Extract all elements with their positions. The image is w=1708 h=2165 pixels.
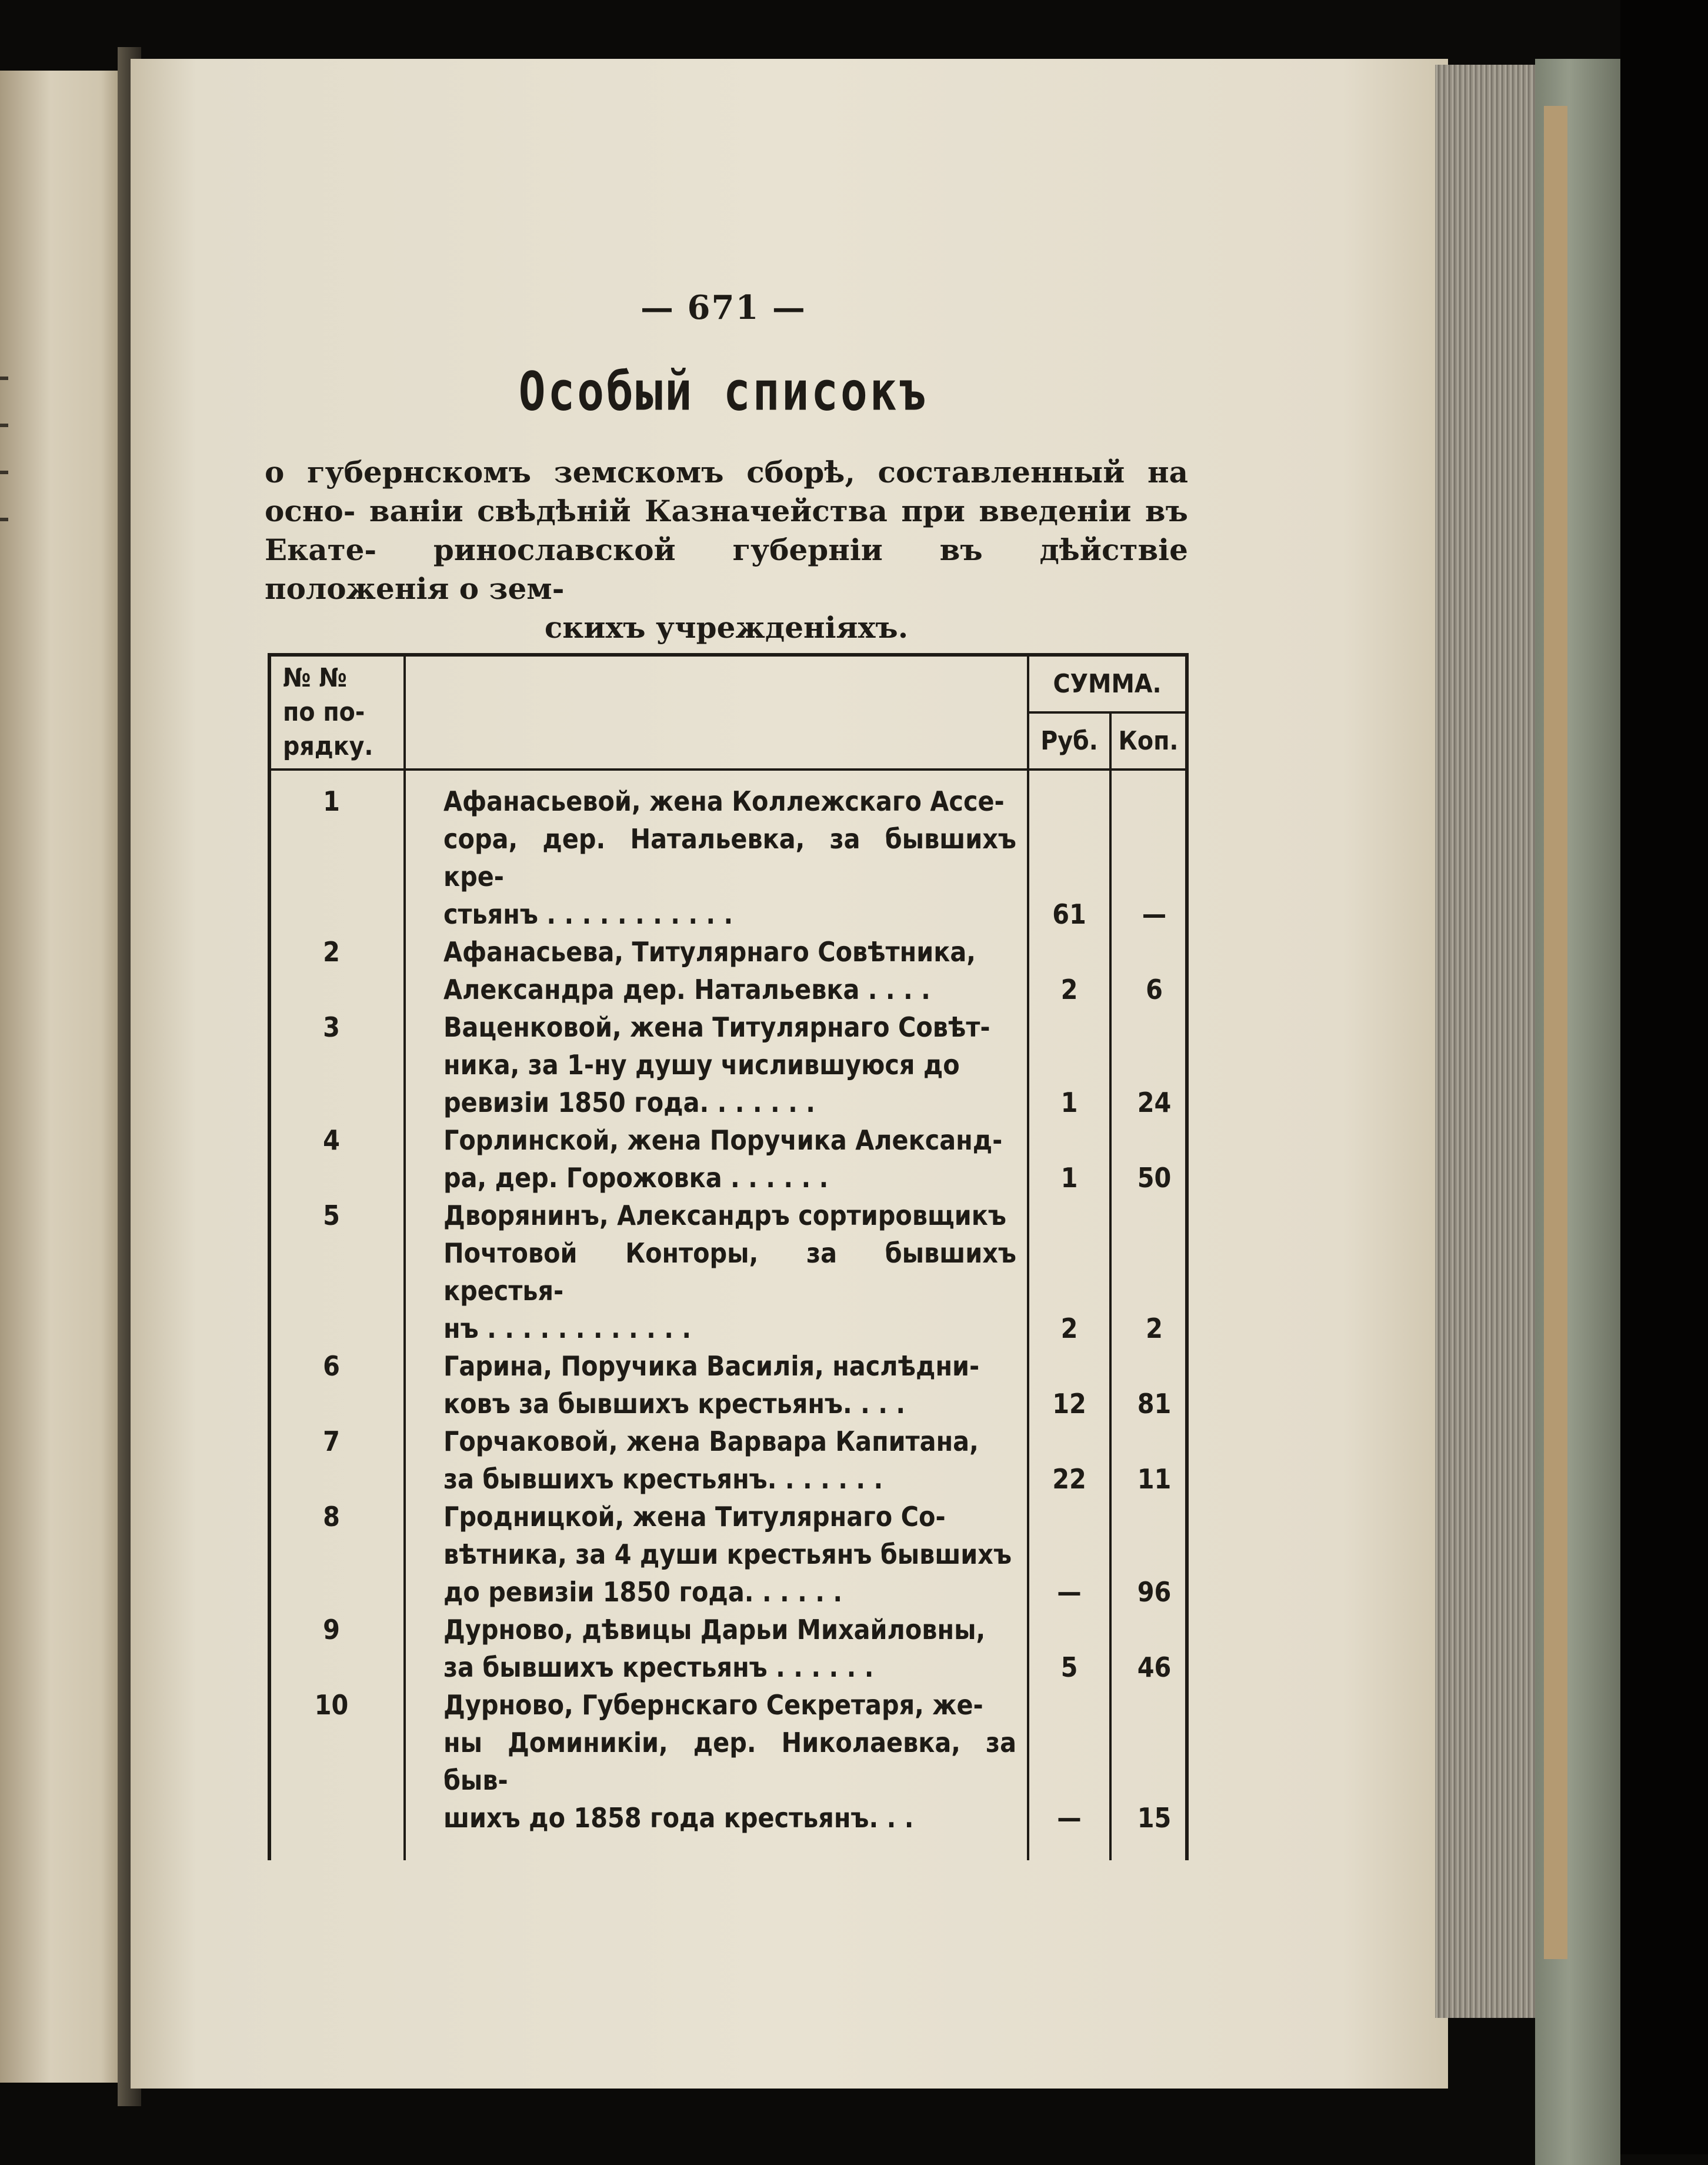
row-number: 5 [269, 1197, 405, 1347]
subtitle-line: ваніи свѣдѣній Казначейства при введеніи въ Екате- [265, 494, 1188, 567]
row-rubles: 61 [1028, 770, 1110, 933]
row-rubles: — [1028, 1498, 1110, 1611]
page-edges [1435, 65, 1541, 2018]
description-line: Дурново, Губернскаго Секретаря, же- [443, 1689, 983, 1721]
description-line: Дворянинъ, Александръ сортировщикъ [443, 1200, 1006, 1231]
row-description [405, 1498, 1028, 1611]
table-row [269, 1121, 1187, 1197]
row-rubles: 1 [1028, 1121, 1110, 1197]
row-number: 2 [269, 933, 405, 1008]
row-kopecks: 15 [1110, 1686, 1187, 1860]
description-line: Горлинской, жена Поручика Александ- [443, 1124, 1003, 1156]
description-line: Почтовой Конторы, за бывшихъ крестья- [443, 1237, 1016, 1307]
row-description [405, 1686, 1028, 1860]
subtitle-line: ринославской губерніи въ дѣйствіе положенія о зем- [265, 532, 1188, 606]
document-subtitle [265, 453, 1188, 647]
description-line: ревизіи 1850 года. . . . . . . [443, 1087, 815, 1118]
row-kopecks: 46 [1110, 1611, 1187, 1686]
row-rubles: 1 [1028, 1008, 1110, 1121]
table-row [269, 1008, 1187, 1121]
row-kopecks: 81 [1110, 1347, 1187, 1423]
subtitle-line: о губернскомъ земскомъ сборѣ, составленный на осно- [265, 455, 1188, 528]
row-description [405, 933, 1028, 1008]
document-title: Особый списокъ [518, 359, 929, 422]
description-line: Афанасьевой, жена Коллежскаго Ассе- [443, 785, 1005, 817]
row-rubles: 12 [1028, 1347, 1110, 1423]
description-line: Гродницкой, жена Титулярнаго Со- [443, 1501, 946, 1533]
table-row [269, 1498, 1187, 1611]
row-rubles: 22 [1028, 1423, 1110, 1498]
description-line: до ревизіи 1850 года. . . . . . [443, 1576, 843, 1608]
row-number: 9 [269, 1611, 405, 1686]
description-line: нъ . . . . . . . . . . . . [443, 1313, 692, 1344]
header-line: № № [283, 663, 348, 693]
header-sum: СУММА. [1028, 655, 1187, 712]
description-line: Ваценковой, жена Титулярнаго Совѣт- [443, 1011, 990, 1043]
row-kopecks: 50 [1110, 1121, 1187, 1197]
description-line: за бывшихъ крестьянъ. . . . . . . [443, 1463, 883, 1495]
row-kopecks: 2 [1110, 1197, 1187, 1347]
row-number: 8 [269, 1498, 405, 1611]
description-line: Гарина, Поручика Василія, наслѣдни- [443, 1350, 980, 1382]
header-kop: Коп. [1110, 712, 1187, 770]
description-line: Александра дер. Натальевка . . . . [443, 974, 930, 1005]
description-line: за бывшихъ крестьянъ . . . . . . [443, 1651, 874, 1683]
row-description [405, 1008, 1028, 1121]
description-line: сора, дер. Натальевка, за бывшихъ кре- [443, 823, 1016, 892]
row-description [405, 1423, 1028, 1498]
header-rub: Руб. [1028, 712, 1110, 770]
margin-mark [0, 377, 8, 380]
row-rubles: 2 [1028, 933, 1110, 1008]
table-row [269, 1347, 1187, 1423]
header-name [405, 655, 1028, 770]
description-line: шихъ до 1858 года крестьянъ. . . [443, 1802, 914, 1834]
row-number: 3 [269, 1008, 405, 1121]
row-description [405, 1121, 1028, 1197]
row-description [405, 770, 1028, 933]
row-number: 7 [269, 1423, 405, 1498]
table-row [269, 770, 1187, 933]
table-row [269, 1197, 1187, 1347]
table-row [269, 1686, 1187, 1860]
left-page-edge [0, 71, 126, 2083]
description-line: ковъ за бывшихъ крестьянъ. . . . [443, 1388, 906, 1420]
row-kopecks: 96 [1110, 1498, 1187, 1611]
row-description [405, 1611, 1028, 1686]
row-rubles: — [1028, 1686, 1110, 1860]
table-row [269, 933, 1187, 1008]
header-order-number [269, 655, 405, 770]
row-description [405, 1197, 1028, 1347]
row-rubles: 2 [1028, 1197, 1110, 1347]
cover-inner-edge [1544, 106, 1567, 1959]
subtitle-line: скихъ учрежденіяхъ. [544, 610, 909, 645]
background-strip [1620, 0, 1708, 2154]
description-line: ника, за 1-ну душу числившуюся до [443, 1049, 960, 1081]
table-row [269, 1611, 1187, 1686]
margin-mark [0, 518, 8, 521]
row-kopecks: 6 [1110, 933, 1187, 1008]
page-number: — 671 — [640, 288, 806, 327]
margin-mark [0, 471, 8, 474]
row-number: 6 [269, 1347, 405, 1423]
description-line: ра, дер. Горожовка . . . . . . [443, 1162, 829, 1194]
row-description [405, 1347, 1028, 1423]
row-rubles: 5 [1028, 1611, 1110, 1686]
description-line: стьянъ . . . . . . . . . . . [443, 898, 733, 930]
header-line: рядку. [283, 731, 373, 761]
tax-list-table [268, 653, 1189, 1860]
row-kopecks: — [1110, 770, 1187, 933]
description-line: Афанасьева, Титулярнаго Совѣтника, [443, 936, 976, 968]
description-line: Горчаковой, жена Варвара Капитана, [443, 1425, 979, 1457]
margin-mark [0, 424, 8, 427]
description-line: Дурново, дѣвицы Дарьи Михайловны, [443, 1614, 986, 1646]
row-number: 4 [269, 1121, 405, 1197]
row-number: 1 [269, 770, 405, 933]
description-line: ны Доминикіи, дер. Николаевка, за быв- [443, 1727, 1016, 1796]
table-row [269, 1423, 1187, 1498]
row-kopecks: 24 [1110, 1008, 1187, 1121]
header-line: по по- [283, 697, 365, 727]
row-kopecks: 11 [1110, 1423, 1187, 1498]
description-line: вѣтника, за 4 души крестьянъ бывшихъ [443, 1538, 1012, 1570]
row-number: 10 [269, 1686, 405, 1860]
